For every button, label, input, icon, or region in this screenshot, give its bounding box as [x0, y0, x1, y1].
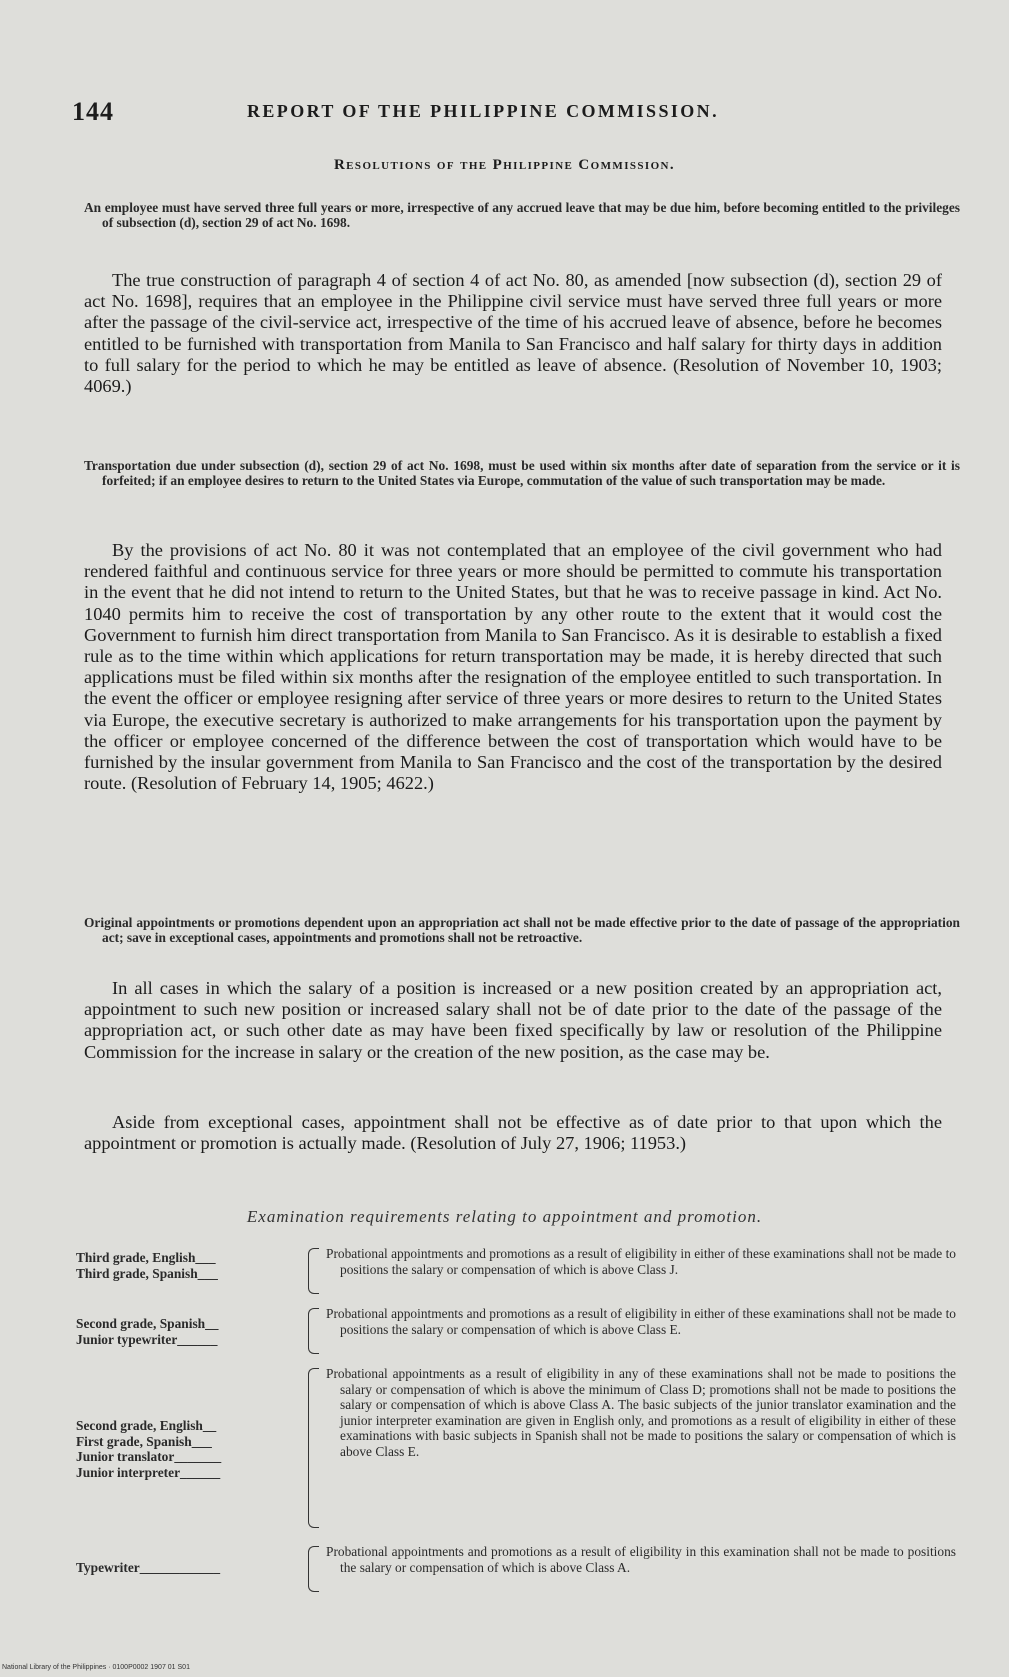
paragraph-1: The true construction of paragraph 4 of section 4 of act No. 80, as amended [now subsection (d), section 29 of act No. 1698], requires that an employee in the Philippine civil service must have served three full years or more after the passage of the civil-service act, irrespective of the time of his accrued leave of absence, before he becomes entitled to be furnished with transportation from Manila to San Francisco and half salary for thirty days in addition to full salary for the period to which he may be entitled as leave of absence. (Resolution of November 10, 1903; 4069.): [84, 270, 942, 397]
requirement-row: [76, 1306, 956, 1356]
requirement-labels: [76, 1250, 306, 1281]
requirement-labels: [76, 1418, 306, 1480]
requirement-row: [76, 1246, 956, 1296]
brace: [308, 1546, 319, 1592]
requirement-text: Probational appointments and promotions as a result of eligibility in this examination shall not be made to positions the salary or compensation of which is above Class A.: [326, 1544, 956, 1575]
requirement-row: [76, 1366, 956, 1534]
requirement-label: Second grade, English__: [76, 1418, 217, 1433]
requirement-labels: [76, 1316, 306, 1347]
paragraph-2: By the provisions of act No. 80 it was not contemplated that an employee of the civil government who had rendered faithful and continuous service for three years or more should be permitted to commute his transportation in the event that he did not intend to return to the United States, but that he was to receive passage in kind. Act No. 1040 permits him to receive the cost of transportation by any other route to the extent that it would cost the Government to furnish him direct transportation from Manila to San Francisco. As it is desirable to establish a fixed rule as to the time within which applications for return transportation may be made, it is hereby directed that such applications must be filed within six months after the resignation of the employee entitled to such transportation. In the event the officer or employee resigning after service of three years or more desires to return to the United States via Europe, the executive secretary is authorized to make arrangements for his transportation upon the payment by the officer or employee concerned of the difference between the cost of transportation which would have to be furnished by the insular government from Manila to San Francisco and the cost of the transportation by the desired route. (Resolution of February 14, 1905; 4622.): [84, 540, 942, 794]
requirement-label: Junior typewriter______: [76, 1331, 218, 1347]
brace: [308, 1368, 319, 1528]
requirement-text: Probational appointments and promotions as a result of eligibility in either of these examinations shall not be made to positions the salary or compensation of which is above Class E.: [326, 1306, 956, 1337]
requirement-label: Third grade, English___: [76, 1250, 216, 1265]
requirement-label: Junior translator_______: [76, 1449, 222, 1464]
section-title: Resolutions of the Philippine Commission.: [333, 157, 676, 173]
brace: [308, 1308, 319, 1354]
requirement-label: First grade, Spanish___: [76, 1433, 212, 1449]
page-number: 144: [72, 97, 114, 126]
footer-credit: National Library of the Philippines · 0100P0002 1907 01 S01: [2, 1664, 190, 1671]
requirement-labels: [76, 1560, 306, 1576]
requirement-row: [76, 1544, 956, 1596]
headnote-2: Transportation due under subsection (d), section 29 of act No. 1698, must be used within six months after date of separation from the service or it is forfeited; if an employee desires to return to the United States via Europe, commutation of the value of such transportation may be made.: [84, 458, 960, 488]
requirement-text: Probational appointments and promotions as a result of eligibility in either of these examinations shall not be made to positions the salary or compensation of which is above Class J.: [326, 1246, 956, 1277]
paragraph-4: Aside from exceptional cases, appointment shall not be effective as of date prior to that upon which the appointment or promotion is actually made. (Resolution of July 27, 1906; 11953.): [84, 1112, 942, 1154]
section-subtitle: Examination requirements relating to appointment and promotion.: [246, 1207, 763, 1226]
paragraph-3: In all cases in which the salary of a position is increased or a new position created by an appropriation act, appointment to such new position or increased salary shall not be of date prior to the date of the passage of the appropriation act, or such other date as may have been fixed specifically by law or resolution of the Philippine Commission for the increase in salary or the creation of the new position, as the case may be.: [84, 978, 942, 1062]
requirement-label: Junior interpreter______: [76, 1464, 221, 1480]
requirement-label: Typewriter____________: [76, 1560, 221, 1575]
running-title: REPORT OF THE PHILIPPINE COMMISSION.: [247, 101, 719, 121]
headnote-1: An employee must have served three full years or more, irrespective of any accrued leave that may be due him, before becoming entitled to the privileges of subsection (d), section 29 of act No. 1698.: [84, 200, 960, 230]
requirement-label: Second grade, Spanish__: [76, 1316, 219, 1331]
requirement-text: Probational appointments as a result of eligibility in any of these examinations shall not be made to positions the salary or compensation of which is above the minimum of Class D; promotions shall not be made to positions the salary or compensation of which is above Class A. The basic subjects of the junior translator examination and the junior interpreter examination are given in English only, and promotions as a result of eligibility in either of these examinations with basic subjects in Spanish shall not be made to positions the salary or compensation of which is above Class E.: [326, 1366, 956, 1459]
requirement-label: Third grade, Spanish___: [76, 1265, 218, 1281]
page-header: [72, 97, 937, 127]
brace: [308, 1248, 319, 1294]
headnote-3: Original appointments or promotions dependent upon an appropriation act shall not be made effective prior to the date of passage of the appropriation act; save in exceptional cases, appointments and promotions shall not be retroactive.: [84, 915, 960, 945]
